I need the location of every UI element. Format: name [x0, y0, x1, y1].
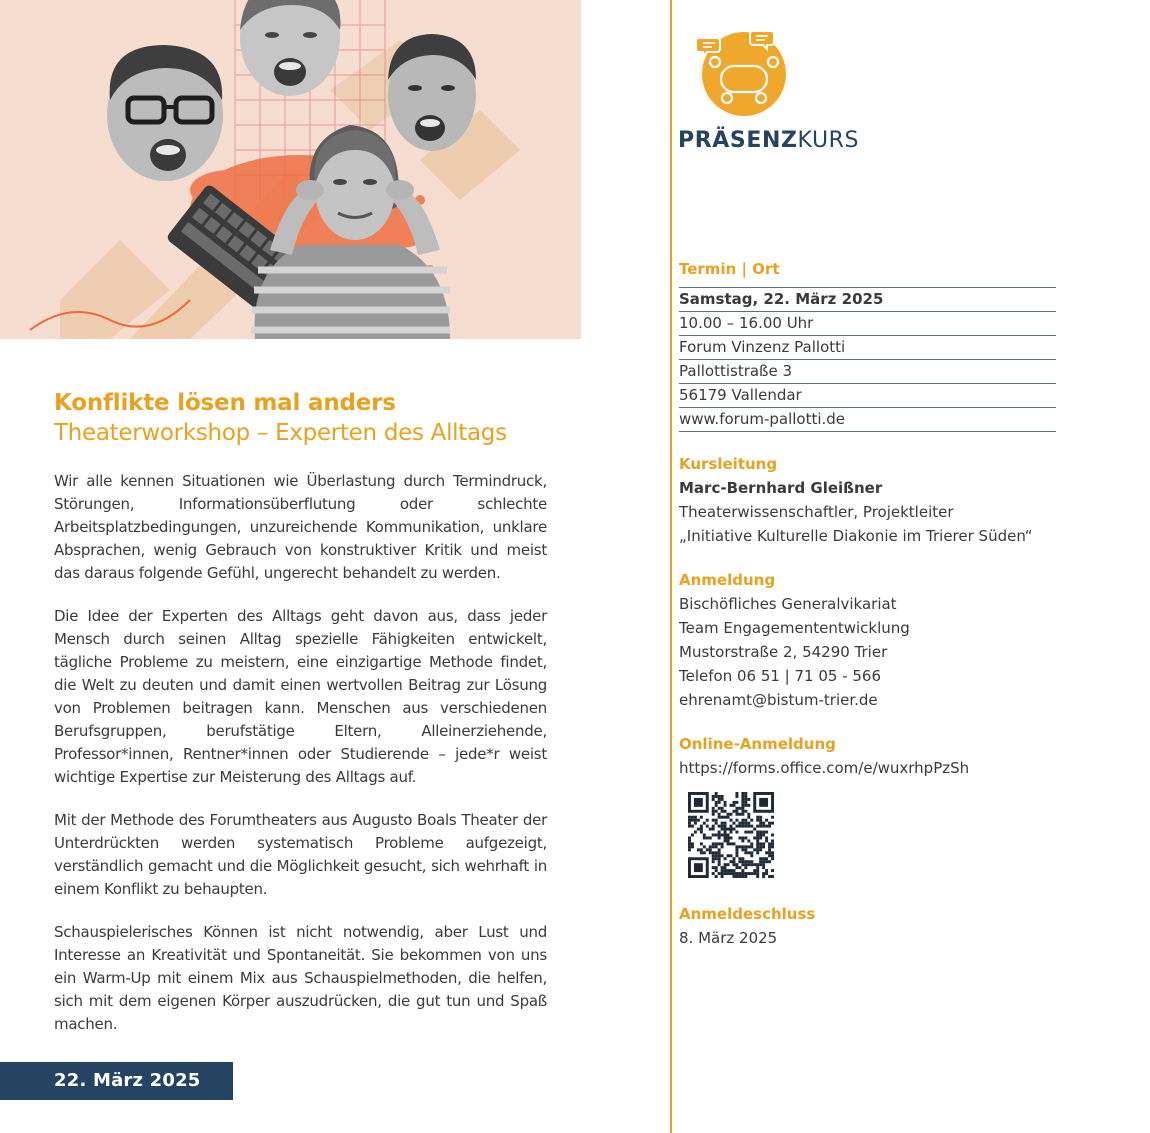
- termin-date: Samstag, 22. März 2025: [679, 287, 1056, 311]
- info-sidebar: [679, 257, 1059, 950]
- online-registration-label: Online-Anmeldung: [679, 735, 836, 753]
- termin-time: 10.00 – 16.00 Uhr: [679, 311, 1056, 335]
- termin-website-link[interactable]: www.forum-pallotti.de: [679, 407, 1056, 432]
- qr-code-icon[interactable]: [688, 792, 774, 878]
- instructor-name: Marc-Bernhard Gleißner: [679, 479, 883, 497]
- registration-email-link[interactable]: ehrenamt@bistum-trier.de: [679, 691, 878, 709]
- article-paragraph-4: Schauspielerisches Können ist nicht notwendig, aber Lust und Interesse an Kreativität und Spontaneität. Sie bekommen von uns ein Warm-Up mit einem Mix aus Schauspielmethoden, die helfen, sich mit dem eigenen Körper auszudrücken, die gut tun und Spaß machen.: [54, 923, 547, 1033]
- deadline-label: Anmeldeschluss: [679, 905, 816, 923]
- registration-phone: Telefon 06 51 | 71 05 - 566: [679, 667, 882, 685]
- termin-label: Termin | Ort: [679, 260, 780, 278]
- article-title: Konflikte lösen mal anders: [54, 390, 396, 416]
- article-subtitle: Theaterworkshop – Experten des Alltags: [54, 420, 507, 446]
- registration-address: Mustorstraße 2, 54290 Trier: [679, 643, 888, 661]
- termin-table: [679, 287, 1056, 432]
- date-banner: 22. März 2025: [0, 1062, 233, 1100]
- online-registration-link[interactable]: https://forms.office.com/e/wuxrhpPzSh: [679, 759, 970, 777]
- instructor-initiative: „Initiative Kulturelle Diakonie im Trierer Süden“: [679, 527, 1033, 545]
- article-paragraph-2: Die Idee der Experten des Alltags geht davon aus, dass jeder Mensch durch seinen Alltag spezielle Fähigkeiten entwickelt, tägliche Probleme zu meistern, eine einzigartige Methode findet, die Welt zu deuten und damit einen wertvollen Beitrag zur Lösung von Problemen beitragen kann. Menschen aus verschiedenen Berufsgruppen, berufstätige Eltern, Alleinerziehende, Professor*innen, Rentner*innen oder Studierende – jede*r weist wichtige Expertise zur Meisterung des Alltags auf.: [54, 607, 547, 786]
- column-divider: [670, 0, 672, 1133]
- article: [54, 388, 547, 1036]
- termin-venue: Forum Vinzenz Pallotti: [679, 335, 1056, 359]
- termin-city: 56179 Vallendar: [679, 383, 1056, 407]
- article-paragraph-3: Mit der Methode des Forumtheaters aus Augusto Boals Theater der Unterdrückten werden systematisch Probleme aufgezeigt, verständlich gemacht und die Möglichkeit gesucht, sich wehrhaft in einem Konflikt zu behaupten.: [54, 811, 547, 898]
- kursleitung-label: Kursleitung: [679, 455, 778, 473]
- course-type-label: PRÄSENZKURS: [678, 128, 860, 153]
- hero-collage-image: [0, 0, 581, 339]
- deadline-date: 8. März 2025: [679, 929, 778, 947]
- registration-team: Team Engagemententwicklung: [679, 619, 910, 637]
- praesenzkurs-logo-icon: [697, 28, 789, 116]
- instructor-role: Theaterwissenschaftler, Projektleiter: [679, 503, 954, 521]
- anmeldung-label: Anmeldung: [679, 571, 776, 589]
- termin-street: Pallottistraße 3: [679, 359, 1056, 383]
- registration-org: Bischöfliches Generalvikariat: [679, 595, 897, 613]
- article-paragraph-1: Wir alle kennen Situationen wie Überlastung durch Termindruck, Störungen, Informationsüberflutung oder schlechte Arbeitsplatzbedingungen, unzureichende Kommunikation, unklare Absprachen, wenig Gebrauch von konstruktiver Kritik und meist das daraus folgende Gefühl, ungerecht behandelt zu werden.: [54, 472, 547, 582]
